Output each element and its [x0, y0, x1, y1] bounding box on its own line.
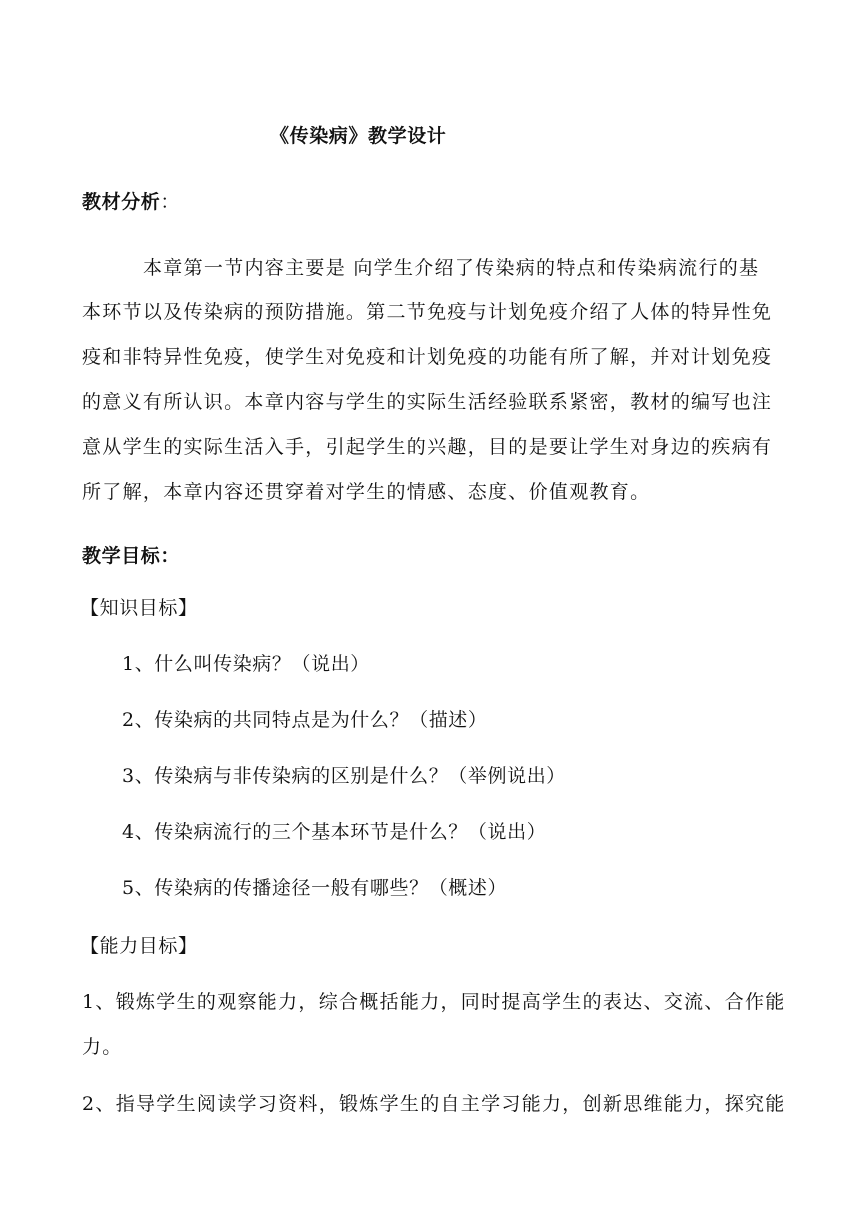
knowledge-goal-item: 3、传染病与非传染病的区别是什么？（举例说出） [122, 765, 566, 787]
section-heading-material-analysis [82, 190, 180, 214]
heading-colon: ： [160, 191, 181, 213]
ability-goal-line: 1、锻炼学生的观察能力，综合概括能力，同时提高学生的表达、交流、合作能 [82, 991, 786, 1013]
paragraph-line: 本环节以及传染病的预防措施。第二节免疫与计划免疫介绍了人体的特异性免 [82, 301, 773, 323]
knowledge-goal-item: 5、传染病的传播途径一般有哪些？（概述） [122, 877, 508, 899]
paragraph-line: 所了解，本章内容还贯穿着对学生的情感、态度、价值观教育。 [82, 481, 651, 503]
knowledge-goal-item: 1、什么叫传染病？（说出） [122, 653, 370, 675]
paragraph-line: 本章第一节内容主要是 向学生介绍了传染病的特点和传染病流行的基 [143, 257, 760, 279]
knowledge-goal-item: 4、传染病流行的三个基本环节是什么？（说出） [122, 821, 547, 843]
ability-goals-label: 【能力目标】 [80, 935, 198, 957]
ability-goal-line: 力。 [82, 1036, 123, 1058]
knowledge-goals-label: 【知识目标】 [80, 597, 198, 619]
ability-goal-line: 2、指导学生阅读学习资料，锻炼学生的自主学习能力，创新思维能力，探究能 [82, 1093, 786, 1115]
paragraph-line: 意从学生的实际生活入手，引起学生的兴趣，目的是要让学生对身边的疾病有 [82, 436, 773, 458]
paragraph-line: 的意义有所认识。本章内容与学生的实际生活经验联系紧密，教材的编写也注 [82, 391, 773, 413]
document-title: 《传染病》教学设计 [270, 125, 447, 147]
knowledge-goal-item: 2、传染病的共同特点是为什么？（描述） [122, 709, 488, 731]
heading-text: 教材分析 [82, 191, 161, 213]
section-heading-teaching-goals: 教学目标： [82, 545, 181, 567]
paragraph-line: 疫和非特异性免疫，使学生对免疫和计划免疫的功能有所了解，并对计划免疫 [82, 346, 773, 368]
